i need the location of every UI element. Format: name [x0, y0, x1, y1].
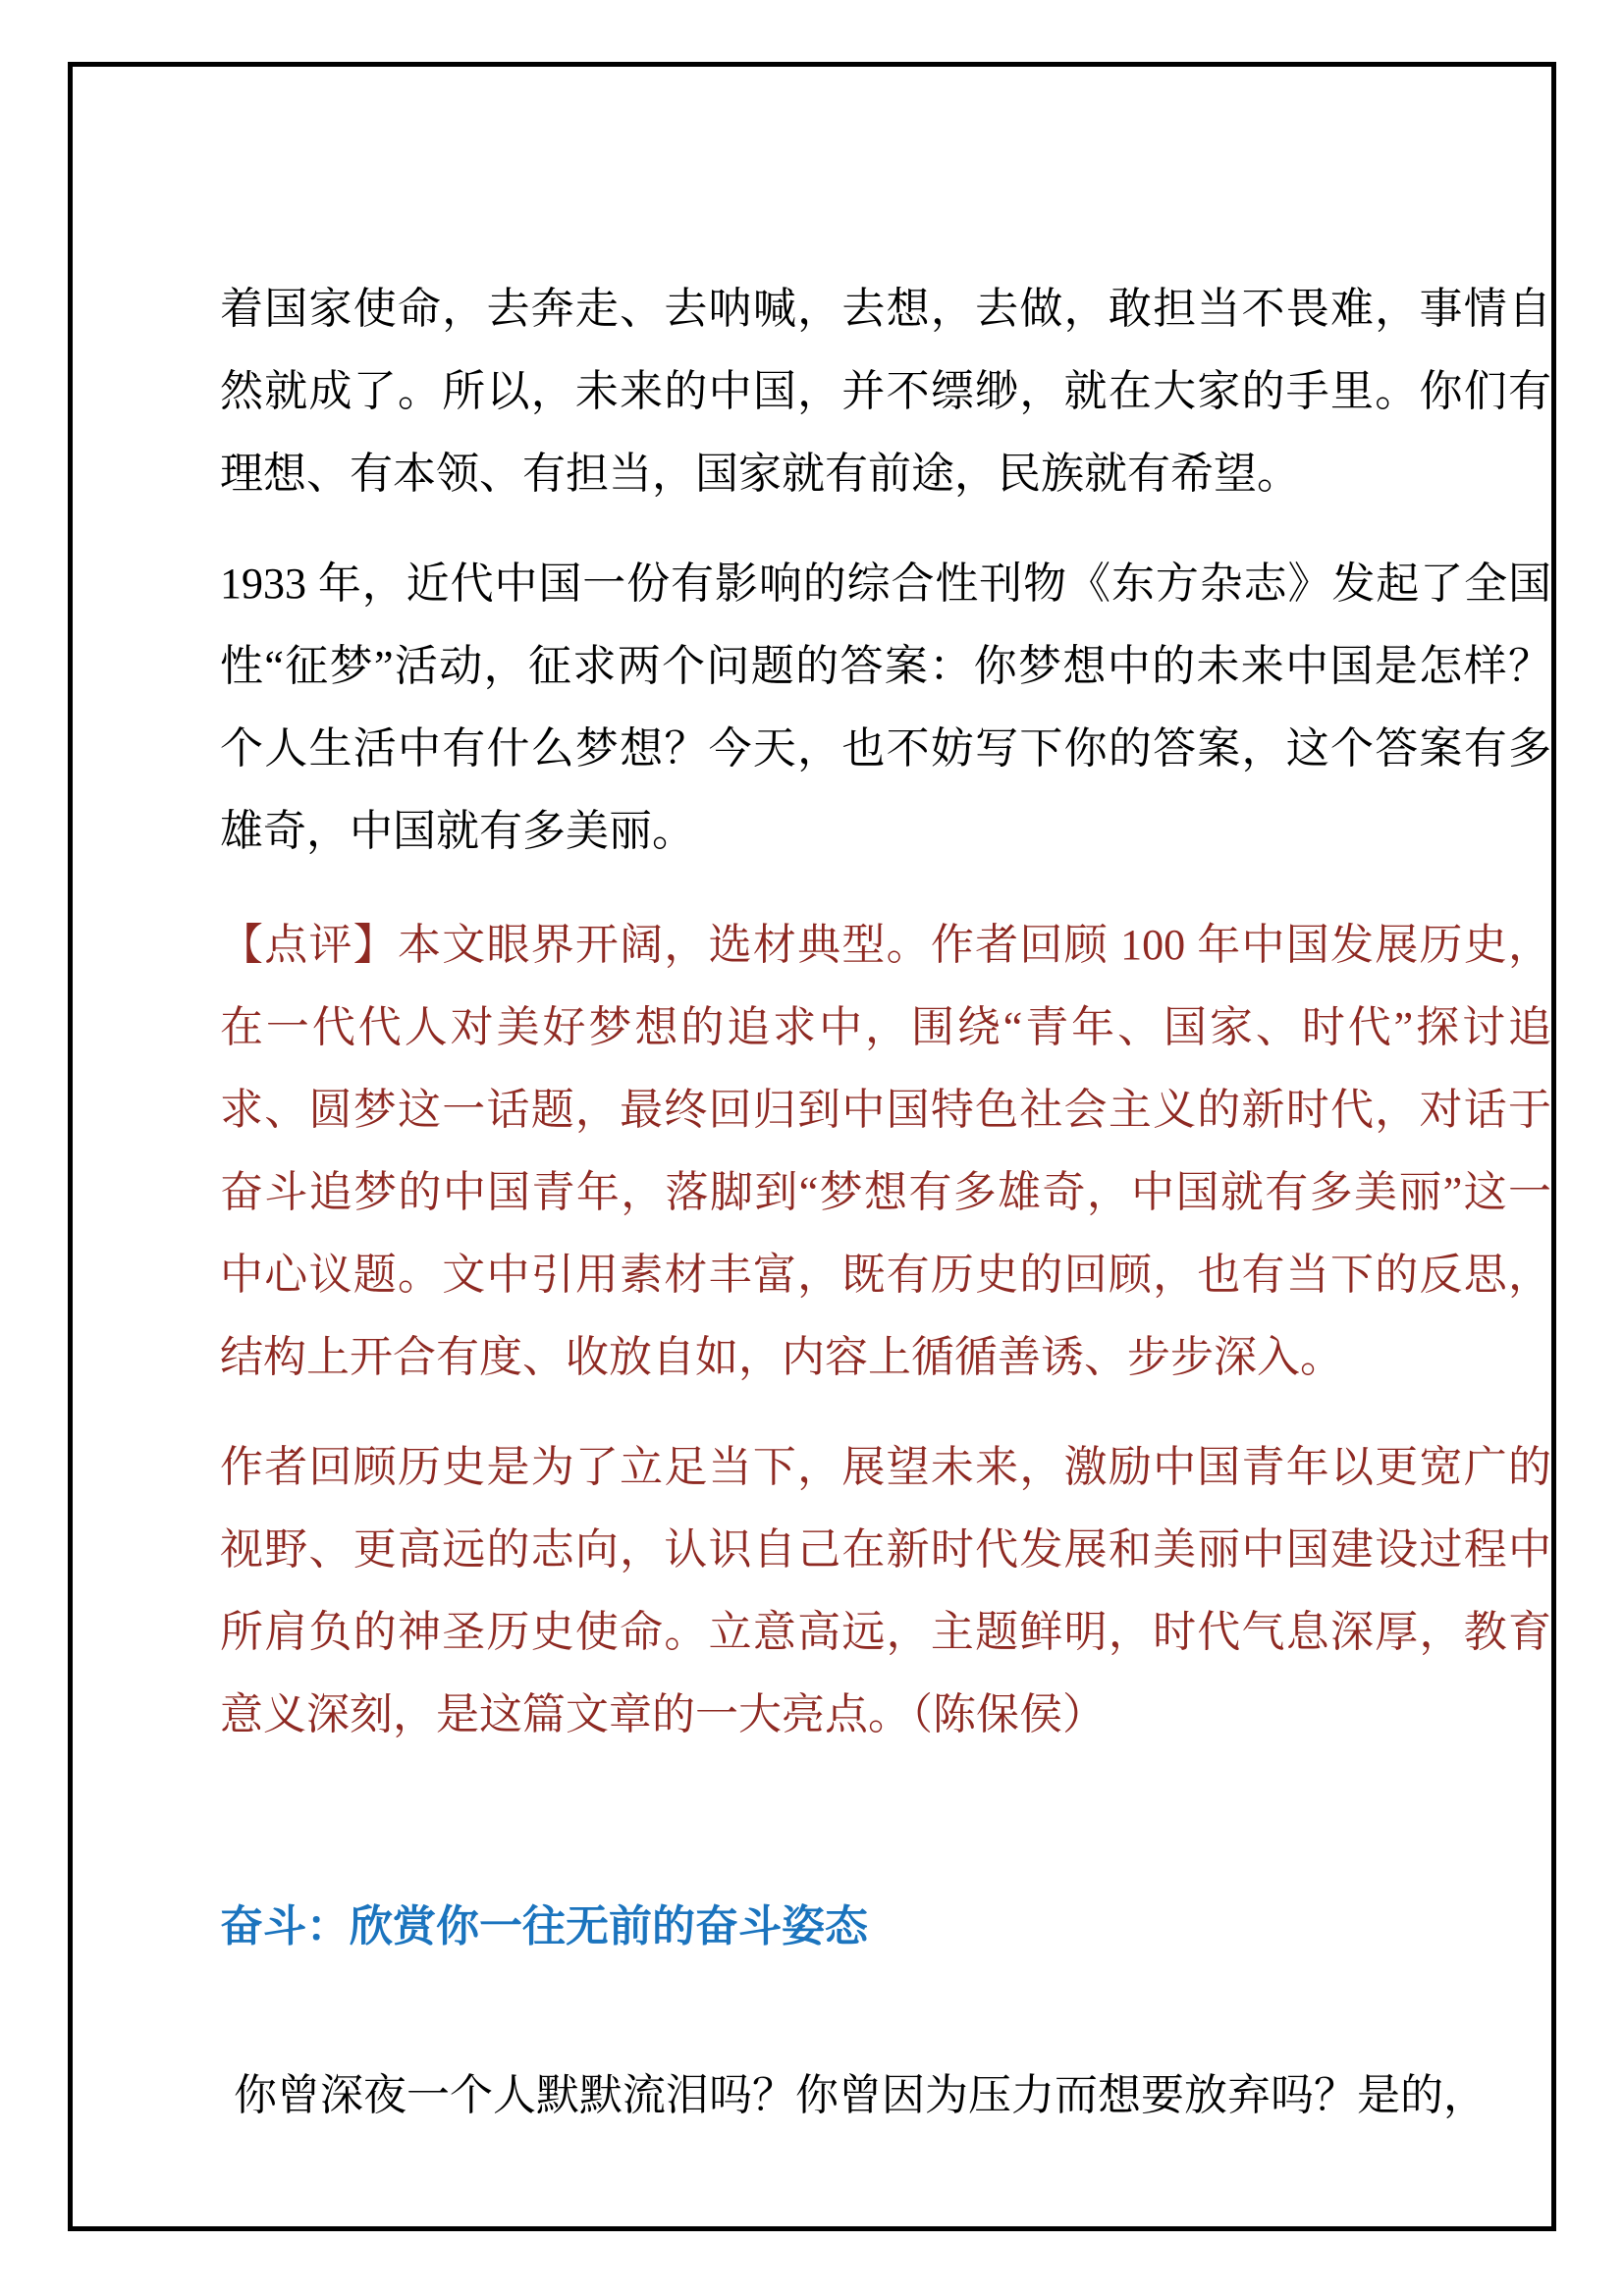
paragraph-struggle-intro: 你曾深夜一个人默默流泪吗？你曾因为压力而想要放弃吗？是的， [234, 2071, 1487, 2119]
paragraph-mission: 着国家使命，去奔走、去呐喊，去想，去做，敢担当不畏难，事情自然就成了。所以，未来的中国，并不缥缈，就在大家的手里。你们有理想、有本领、有担当，国家就有前途，民族就有希望。 [220, 285, 1551, 498]
paragraph-1933-dream-survey: 1933 年，近代中国一份有影响的综合性刊物《东方杂志》发起了全国性“征梦”活动，征求两个问题的答案：你梦想中的未来中国是怎样？个人生活中有什么梦想？今天，也不妨写下你的答案，这个答案有多雄奇，中国就有多美丽。 [220, 560, 1551, 855]
paragraph-review-conclusion: 作者回顾历史是为了立足当下，展望未来，激励中国青年以更宽广的视野、更高远的志向，认识自己在新时代发展和美丽中国建设过程中所肩负的神圣历史使命。立意高远，主题鲜明，时代气息深厚，教育意义深刻，是这篇文章的一大亮点。（陈保侯） [220, 1443, 1551, 1738]
page-border-frame [68, 62, 1556, 2231]
section-heading-struggle: 奋斗：欣赏你一往无前的奋斗姿态 [220, 1902, 868, 1950]
document-text-column [220, 268, 1551, 2164]
paragraph-review-comment: 【点评】本文眼界开阔，选材典型。作者回顾 100 年中国发展历史，在一代代人对美好梦想的追求中，围绕“青年、国家、时代”探讨追求、圆梦这一话题，最终回归到中国特色社会主义的新时代，对话于奋斗追梦的中国青年，落脚到“梦想有多雄奇，中国就有多美丽”这一中心议题。文中引用素材丰富，既有历史的回顾，也有当下的反思，结构上开合有度、收放自如，内容上循循善诱、步步深入。 [220, 921, 1551, 1381]
